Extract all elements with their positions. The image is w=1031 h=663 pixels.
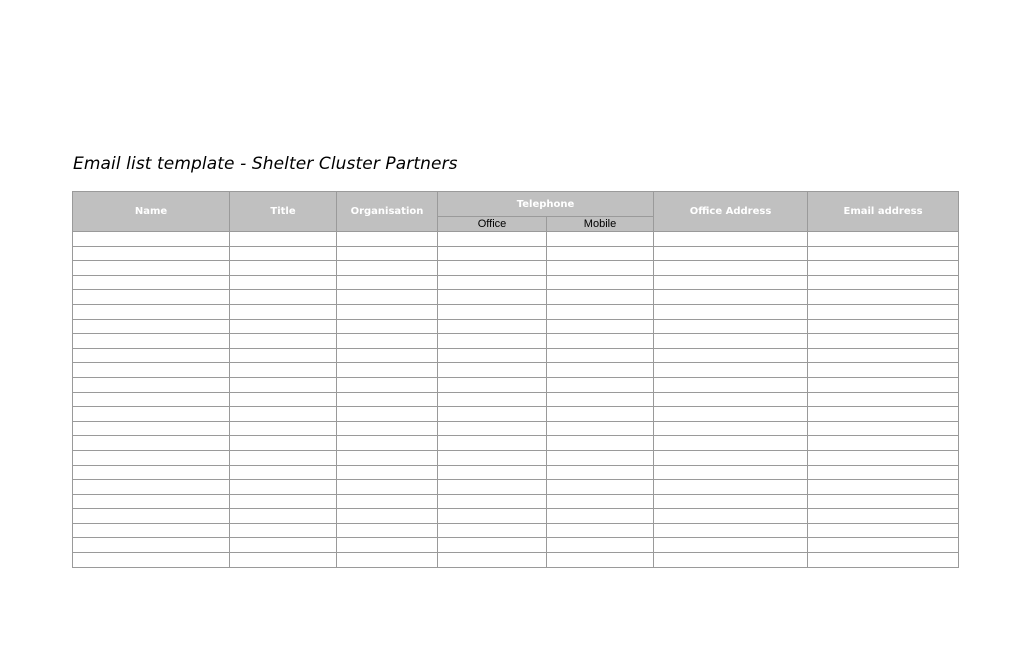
cell-organisation[interactable] — [337, 421, 438, 436]
cell-telephone-mobile[interactable] — [547, 348, 654, 363]
table-row — [73, 480, 959, 495]
cell-organisation[interactable] — [337, 246, 438, 261]
cell-name[interactable] — [73, 450, 230, 465]
cell-telephone-office[interactable] — [438, 480, 547, 495]
cell-office-address[interactable] — [654, 348, 808, 363]
cell-title[interactable] — [230, 261, 337, 276]
cell-telephone-office[interactable] — [438, 275, 547, 290]
cell-telephone-office[interactable] — [438, 319, 547, 334]
cell-telephone-mobile[interactable] — [547, 232, 654, 247]
cell-office-address[interactable] — [654, 392, 808, 407]
table-row — [73, 436, 959, 451]
cell-office-address[interactable] — [654, 523, 808, 538]
cell-office-address[interactable] — [654, 304, 808, 319]
cell-name[interactable] — [73, 334, 230, 349]
cell-title[interactable] — [230, 509, 337, 524]
table-row — [73, 494, 959, 509]
column-header-organisation: Organisation — [337, 192, 438, 232]
cell-telephone-office[interactable] — [438, 407, 547, 422]
cell-telephone-office[interactable] — [438, 377, 547, 392]
cell-telephone-office[interactable] — [438, 421, 547, 436]
cell-organisation[interactable] — [337, 538, 438, 553]
cell-telephone-mobile[interactable] — [547, 246, 654, 261]
cell-name[interactable] — [73, 261, 230, 276]
cell-telephone-mobile[interactable] — [547, 494, 654, 509]
cell-telephone-mobile[interactable] — [547, 465, 654, 480]
cell-title[interactable] — [230, 348, 337, 363]
table-row — [73, 421, 959, 436]
table-row — [73, 553, 959, 568]
cell-name[interactable] — [73, 465, 230, 480]
cell-office-address[interactable] — [654, 538, 808, 553]
cell-title[interactable] — [230, 232, 337, 247]
cell-telephone-mobile[interactable] — [547, 421, 654, 436]
cell-telephone-office[interactable] — [438, 246, 547, 261]
cell-email-address[interactable] — [808, 450, 959, 465]
cell-telephone-office[interactable] — [438, 538, 547, 553]
cell-telephone-mobile[interactable] — [547, 553, 654, 568]
cell-organisation[interactable] — [337, 450, 438, 465]
cell-telephone-office[interactable] — [438, 290, 547, 305]
table-row — [73, 407, 959, 422]
cell-office-address[interactable] — [654, 363, 808, 378]
column-header-email-address: Email address — [808, 192, 959, 232]
cell-telephone-mobile[interactable] — [547, 363, 654, 378]
cell-title[interactable] — [230, 290, 337, 305]
cell-organisation[interactable] — [337, 509, 438, 524]
cell-title[interactable] — [230, 377, 337, 392]
cell-email-address[interactable] — [808, 465, 959, 480]
table-row — [73, 450, 959, 465]
cell-name[interactable] — [73, 290, 230, 305]
cell-name[interactable] — [73, 538, 230, 553]
cell-office-address[interactable] — [654, 553, 808, 568]
cell-name[interactable] — [73, 304, 230, 319]
cell-name[interactable] — [73, 407, 230, 422]
cell-office-address[interactable] — [654, 509, 808, 524]
cell-email-address[interactable] — [808, 290, 959, 305]
cell-organisation[interactable] — [337, 334, 438, 349]
cell-organisation[interactable] — [337, 523, 438, 538]
cell-title[interactable] — [230, 407, 337, 422]
cell-name[interactable] — [73, 363, 230, 378]
cell-telephone-mobile[interactable] — [547, 319, 654, 334]
cell-title[interactable] — [230, 421, 337, 436]
cell-name[interactable] — [73, 509, 230, 524]
cell-email-address[interactable] — [808, 436, 959, 451]
cell-telephone-mobile[interactable] — [547, 377, 654, 392]
document-title: Email list template - Shelter Cluster Partners — [73, 154, 458, 174]
table-row — [73, 348, 959, 363]
cell-organisation[interactable] — [337, 261, 438, 276]
cell-name[interactable] — [73, 348, 230, 363]
cell-telephone-mobile[interactable] — [547, 334, 654, 349]
table-row — [73, 304, 959, 319]
cell-email-address[interactable] — [808, 538, 959, 553]
cell-office-address[interactable] — [654, 407, 808, 422]
cell-telephone-mobile[interactable] — [547, 261, 654, 276]
cell-organisation[interactable] — [337, 363, 438, 378]
cell-office-address[interactable] — [654, 319, 808, 334]
table-row — [73, 261, 959, 276]
cell-telephone-office[interactable] — [438, 334, 547, 349]
cell-title[interactable] — [230, 275, 337, 290]
cell-telephone-office[interactable] — [438, 232, 547, 247]
cell-telephone-mobile[interactable] — [547, 436, 654, 451]
cell-organisation[interactable] — [337, 553, 438, 568]
table-row — [73, 363, 959, 378]
cell-email-address[interactable] — [808, 348, 959, 363]
cell-name[interactable] — [73, 319, 230, 334]
column-header-title: Title — [230, 192, 337, 232]
cell-name[interactable] — [73, 275, 230, 290]
cell-office-address[interactable] — [654, 450, 808, 465]
table-row — [73, 465, 959, 480]
cell-name[interactable] — [73, 553, 230, 568]
email-list-table — [72, 191, 959, 568]
column-header-telephone-mobile: Mobile — [547, 217, 654, 232]
cell-organisation[interactable] — [337, 232, 438, 247]
cell-email-address[interactable] — [808, 494, 959, 509]
cell-name[interactable] — [73, 392, 230, 407]
cell-office-address[interactable] — [654, 465, 808, 480]
cell-email-address[interactable] — [808, 480, 959, 495]
cell-telephone-mobile[interactable] — [547, 538, 654, 553]
cell-title[interactable] — [230, 392, 337, 407]
cell-office-address[interactable] — [654, 261, 808, 276]
cell-organisation[interactable] — [337, 392, 438, 407]
table-row — [73, 523, 959, 538]
cell-telephone-mobile[interactable] — [547, 290, 654, 305]
cell-office-address[interactable] — [654, 377, 808, 392]
cell-title[interactable] — [230, 553, 337, 568]
cell-email-address[interactable] — [808, 261, 959, 276]
cell-office-address[interactable] — [654, 436, 808, 451]
table-row — [73, 334, 959, 349]
cell-name[interactable] — [73, 494, 230, 509]
cell-telephone-office[interactable] — [438, 553, 547, 568]
cell-title[interactable] — [230, 304, 337, 319]
cell-telephone-mobile[interactable] — [547, 450, 654, 465]
table-row — [73, 538, 959, 553]
cell-name[interactable] — [73, 377, 230, 392]
cell-telephone-office[interactable] — [438, 494, 547, 509]
cell-office-address[interactable] — [654, 232, 808, 247]
cell-telephone-mobile[interactable] — [547, 480, 654, 495]
cell-organisation[interactable] — [337, 465, 438, 480]
cell-title[interactable] — [230, 246, 337, 261]
cell-name[interactable] — [73, 421, 230, 436]
table-row — [73, 509, 959, 524]
cell-organisation[interactable] — [337, 290, 438, 305]
cell-title[interactable] — [230, 538, 337, 553]
column-header-telephone-office: Office — [438, 217, 547, 232]
cell-organisation[interactable] — [337, 304, 438, 319]
cell-telephone-office[interactable] — [438, 465, 547, 480]
cell-title[interactable] — [230, 334, 337, 349]
cell-email-address[interactable] — [808, 553, 959, 568]
cell-email-address[interactable] — [808, 421, 959, 436]
cell-organisation[interactable] — [337, 407, 438, 422]
cell-telephone-mobile[interactable] — [547, 509, 654, 524]
table-body — [73, 232, 959, 568]
cell-title[interactable] — [230, 363, 337, 378]
cell-email-address[interactable] — [808, 392, 959, 407]
cell-office-address[interactable] — [654, 275, 808, 290]
header-row — [73, 192, 959, 217]
cell-telephone-mobile[interactable] — [547, 304, 654, 319]
cell-email-address[interactable] — [808, 377, 959, 392]
cell-telephone-mobile[interactable] — [547, 407, 654, 422]
table-row — [73, 290, 959, 305]
cell-office-address[interactable] — [654, 290, 808, 305]
column-header-office-address: Office Address — [654, 192, 808, 232]
cell-name[interactable] — [73, 246, 230, 261]
table-row — [73, 392, 959, 407]
cell-title[interactable] — [230, 319, 337, 334]
cell-email-address[interactable] — [808, 363, 959, 378]
table-row — [73, 319, 959, 334]
cell-organisation[interactable] — [337, 494, 438, 509]
cell-email-address[interactable] — [808, 407, 959, 422]
cell-title[interactable] — [230, 450, 337, 465]
cell-office-address[interactable] — [654, 334, 808, 349]
cell-email-address[interactable] — [808, 246, 959, 261]
cell-email-address[interactable] — [808, 523, 959, 538]
cell-telephone-office[interactable] — [438, 436, 547, 451]
cell-email-address[interactable] — [808, 232, 959, 247]
cell-name[interactable] — [73, 232, 230, 247]
column-header-name: Name — [73, 192, 230, 232]
cell-telephone-office[interactable] — [438, 450, 547, 465]
cell-organisation[interactable] — [337, 377, 438, 392]
cell-office-address[interactable] — [654, 246, 808, 261]
cell-organisation[interactable] — [337, 480, 438, 495]
cell-title[interactable] — [230, 465, 337, 480]
cell-office-address[interactable] — [654, 480, 808, 495]
cell-email-address[interactable] — [808, 319, 959, 334]
column-header-telephone: Telephone — [438, 192, 654, 217]
cell-name[interactable] — [73, 523, 230, 538]
cell-organisation[interactable] — [337, 319, 438, 334]
cell-telephone-office[interactable] — [438, 348, 547, 363]
cell-telephone-mobile[interactable] — [547, 523, 654, 538]
cell-organisation[interactable] — [337, 348, 438, 363]
cell-telephone-mobile[interactable] — [547, 275, 654, 290]
cell-email-address[interactable] — [808, 275, 959, 290]
cell-telephone-office[interactable] — [438, 392, 547, 407]
cell-telephone-office[interactable] — [438, 304, 547, 319]
cell-title[interactable] — [230, 523, 337, 538]
cell-telephone-office[interactable] — [438, 261, 547, 276]
cell-office-address[interactable] — [654, 494, 808, 509]
cell-email-address[interactable] — [808, 304, 959, 319]
cell-telephone-office[interactable] — [438, 523, 547, 538]
cell-telephone-office[interactable] — [438, 363, 547, 378]
cell-title[interactable] — [230, 480, 337, 495]
cell-telephone-mobile[interactable] — [547, 392, 654, 407]
table-row — [73, 246, 959, 261]
cell-email-address[interactable] — [808, 509, 959, 524]
cell-organisation[interactable] — [337, 275, 438, 290]
cell-title[interactable] — [230, 436, 337, 451]
cell-telephone-office[interactable] — [438, 509, 547, 524]
cell-organisation[interactable] — [337, 436, 438, 451]
cell-email-address[interactable] — [808, 334, 959, 349]
cell-title[interactable] — [230, 494, 337, 509]
table-row — [73, 377, 959, 392]
table-row — [73, 275, 959, 290]
cell-name[interactable] — [73, 436, 230, 451]
table-row — [73, 232, 959, 247]
cell-office-address[interactable] — [654, 421, 808, 436]
cell-name[interactable] — [73, 480, 230, 495]
